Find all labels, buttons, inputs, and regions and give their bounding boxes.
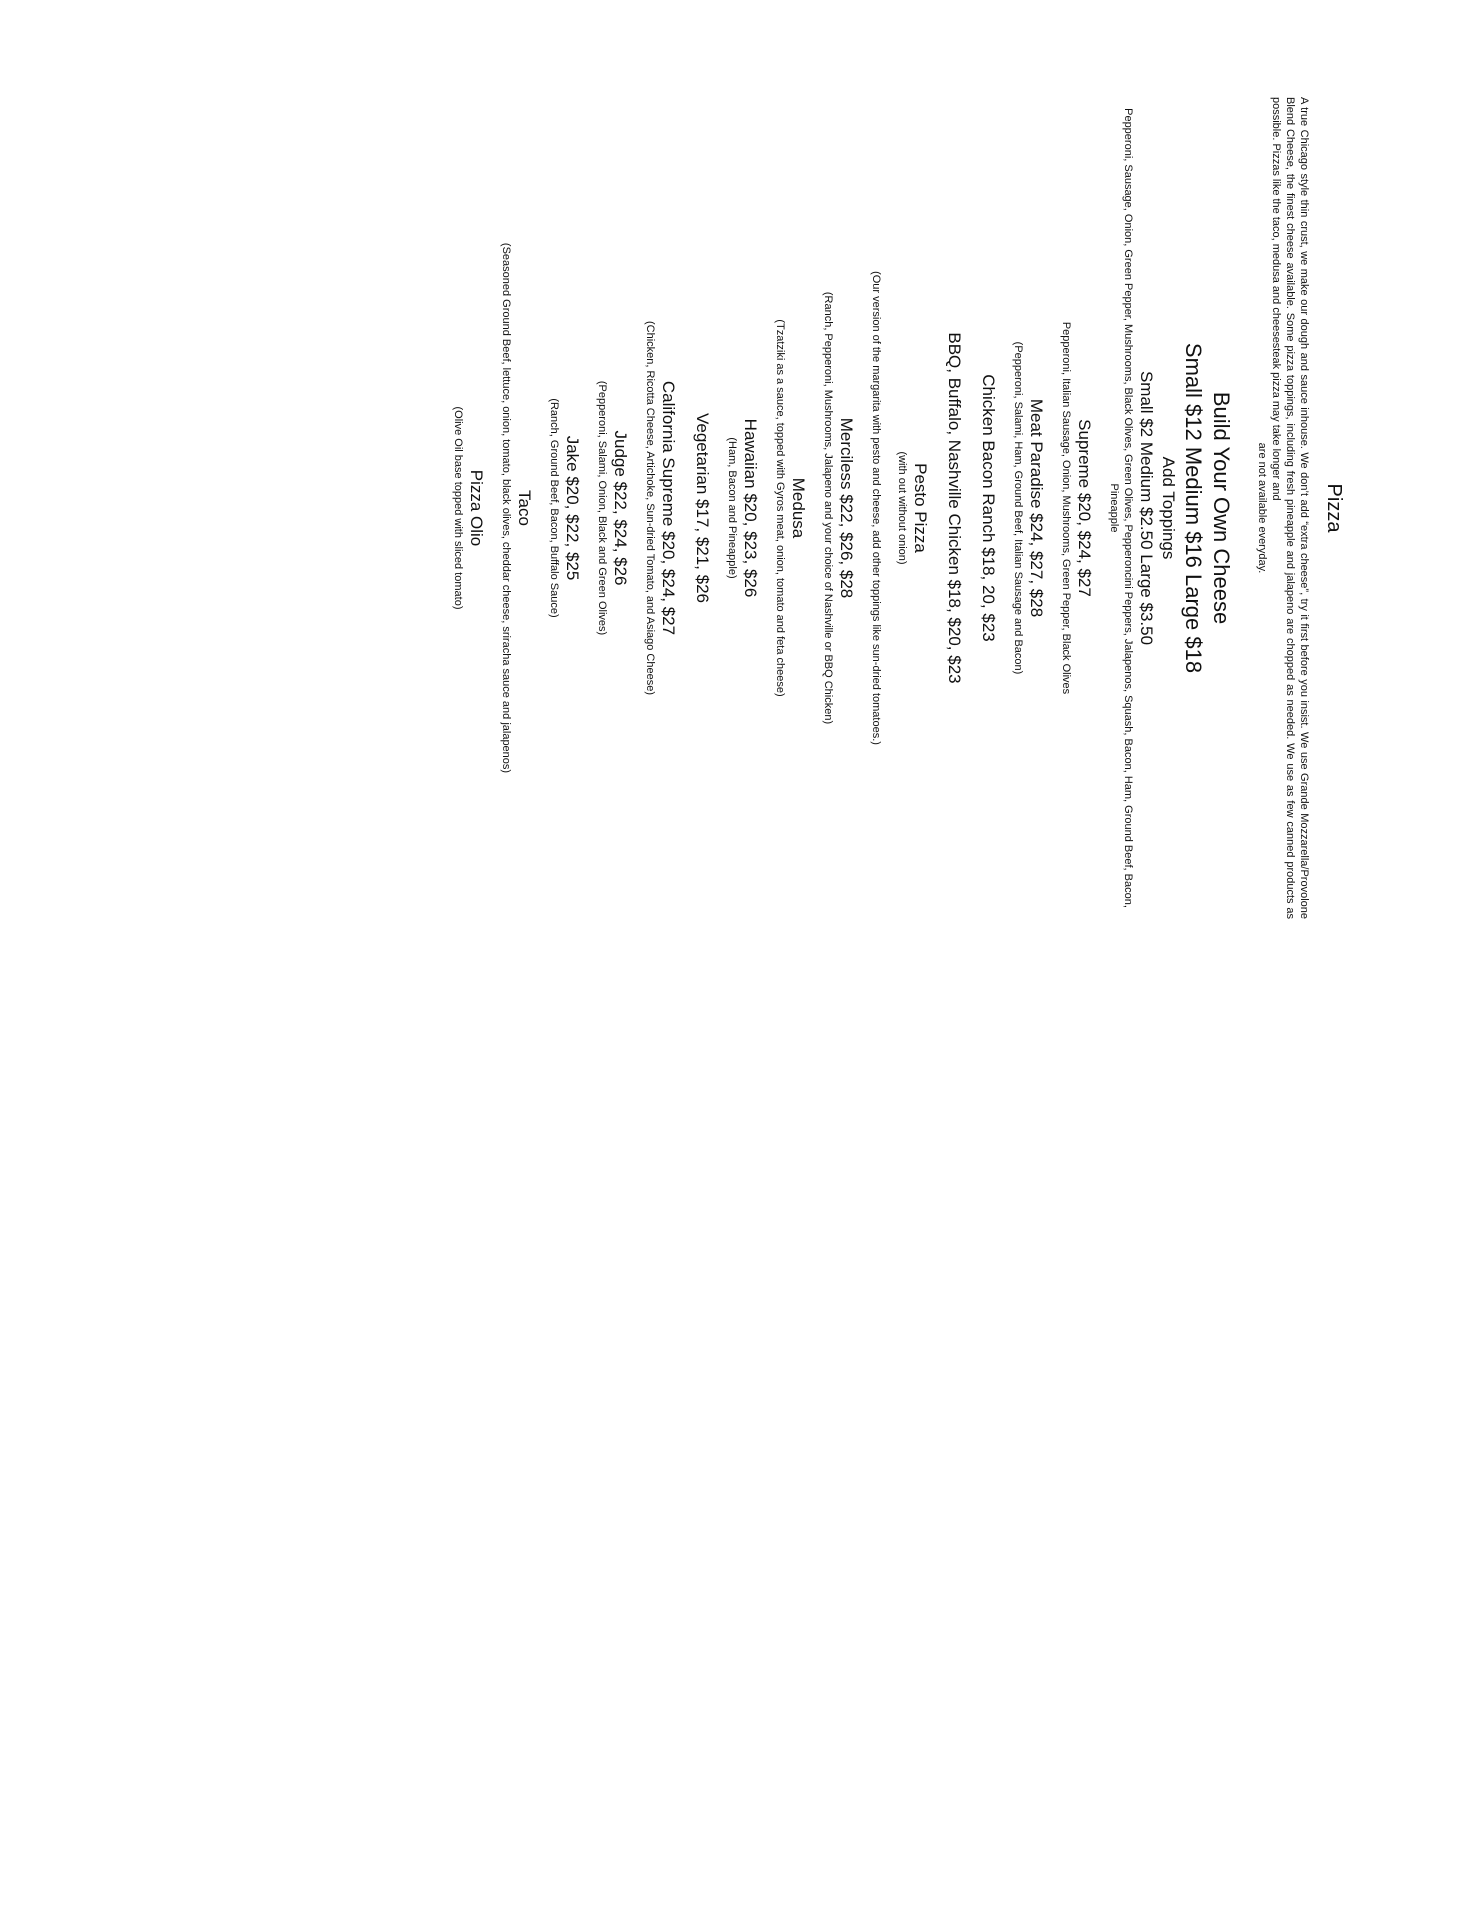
item-name: Pizza Olio [467, 469, 486, 547]
item-desc: (Olive Oil base topped with sliced tomato) [452, 406, 464, 610]
item-desc: Pepperoni, Italian Sausage, Onion, Mushrooms, Green Pepper, Black Olives [1060, 321, 1072, 695]
build-your-own-prices: Small $12 Medium $16 Large $18 [1181, 342, 1206, 674]
item-name: Taco [515, 490, 534, 526]
item-name: California Supreme $20, $24, $27 [659, 380, 678, 636]
item-desc: (Ranch, Ground Beef, Bacon, Buffalo Sauce) [548, 398, 560, 618]
menu-title: Pizza [1323, 483, 1345, 533]
item-desc: (with out without onion) [896, 451, 908, 565]
toppings-heading: Add Toppings [1159, 456, 1178, 560]
item-name: Merciless $22, $26, $28 [837, 417, 856, 599]
menu-intro [1255, 97, 1311, 919]
intro-text: A true Chicago style thin crust, we make our dough and sauce inhouse. We don’t add “extra cheese”, try it first before you insist. We use Grande Mozzarella/Provolone Blend Cheese, the finest cheese available. Some pizza toppings, including fresh pineapple and jalapeno are chopped as needed. We use as few canned products as possible. Pizzas like the taco, medusa and cheesesteak pizza may take longer and [1270, 97, 1310, 919]
item-desc: (Ham, Bacon and Pineapple) [726, 437, 738, 579]
item-name: BBQ, Buffalo, Nashville Chicken $18, $20, $23 [945, 332, 964, 684]
item-desc: (Our version of the margarita with pesto and cheese, add other toppings like sun-dried tomatoes.) [870, 271, 882, 745]
rotated-menu [451, 97, 1347, 919]
item-name: Chicken Bacon Ranch $18, 20, $23 [979, 374, 998, 642]
toppings-list: Pepperoni, Sausage, Onion, Green Pepper, Mushrooms, Black Olives, Green Olives, Pepperoncini Peppers, Jalapenos, Squash, Bacon, Ham, Ground Beef, Bacon, Pineapple [1108, 108, 1134, 908]
build-your-own-name: Build Your Own Cheese [1209, 391, 1234, 625]
item-name: Meat Paradise $24, $27, $28 [1027, 398, 1046, 618]
item-desc: (Pepperoni, Salami, Ham, Ground Beef, Italian Sausage and Bacon) [1012, 341, 1024, 675]
toppings-prices: Small $2 Medium $2.50 Large $3.50 [1137, 370, 1156, 646]
item-desc: (Chicken, Ricotta Cheese, Artichoke, Sun-dried Tomato, and Asiago Cheese) [644, 321, 656, 695]
item-desc: (Pepperoni, Salami, Onion, Black and Green Olives) [596, 380, 608, 636]
item-name: Pesto Pizza [911, 463, 930, 553]
item-name: Jake $20, $22, $25 [563, 435, 582, 581]
item-desc: (Tzatziki as a sauce, topped with Gyros meat, onion, tomato and feta cheese) [774, 319, 786, 697]
item-name: Judge $22, $24, $26 [611, 430, 630, 586]
item-name: Vegetarian $17, $21, $26 [693, 413, 712, 603]
item-name: Hawaiian $20, $23, $26 [741, 418, 760, 598]
item-name: Supreme $20, $24, $27 [1075, 419, 1094, 597]
intro-last-line: are not available everyday. [1256, 442, 1268, 574]
item-name: Medusa [789, 477, 808, 539]
item-desc: (Seasoned Ground Beef, lettuce, onion, tomato, black olives, cheddar cheese, sriracha sauce and jalapenos) [500, 242, 512, 774]
item-desc: (Ranch, Pepperoni, Mushrooms, Jalapeno and your choice of Nashville or BBQ Chicken) [822, 291, 834, 725]
